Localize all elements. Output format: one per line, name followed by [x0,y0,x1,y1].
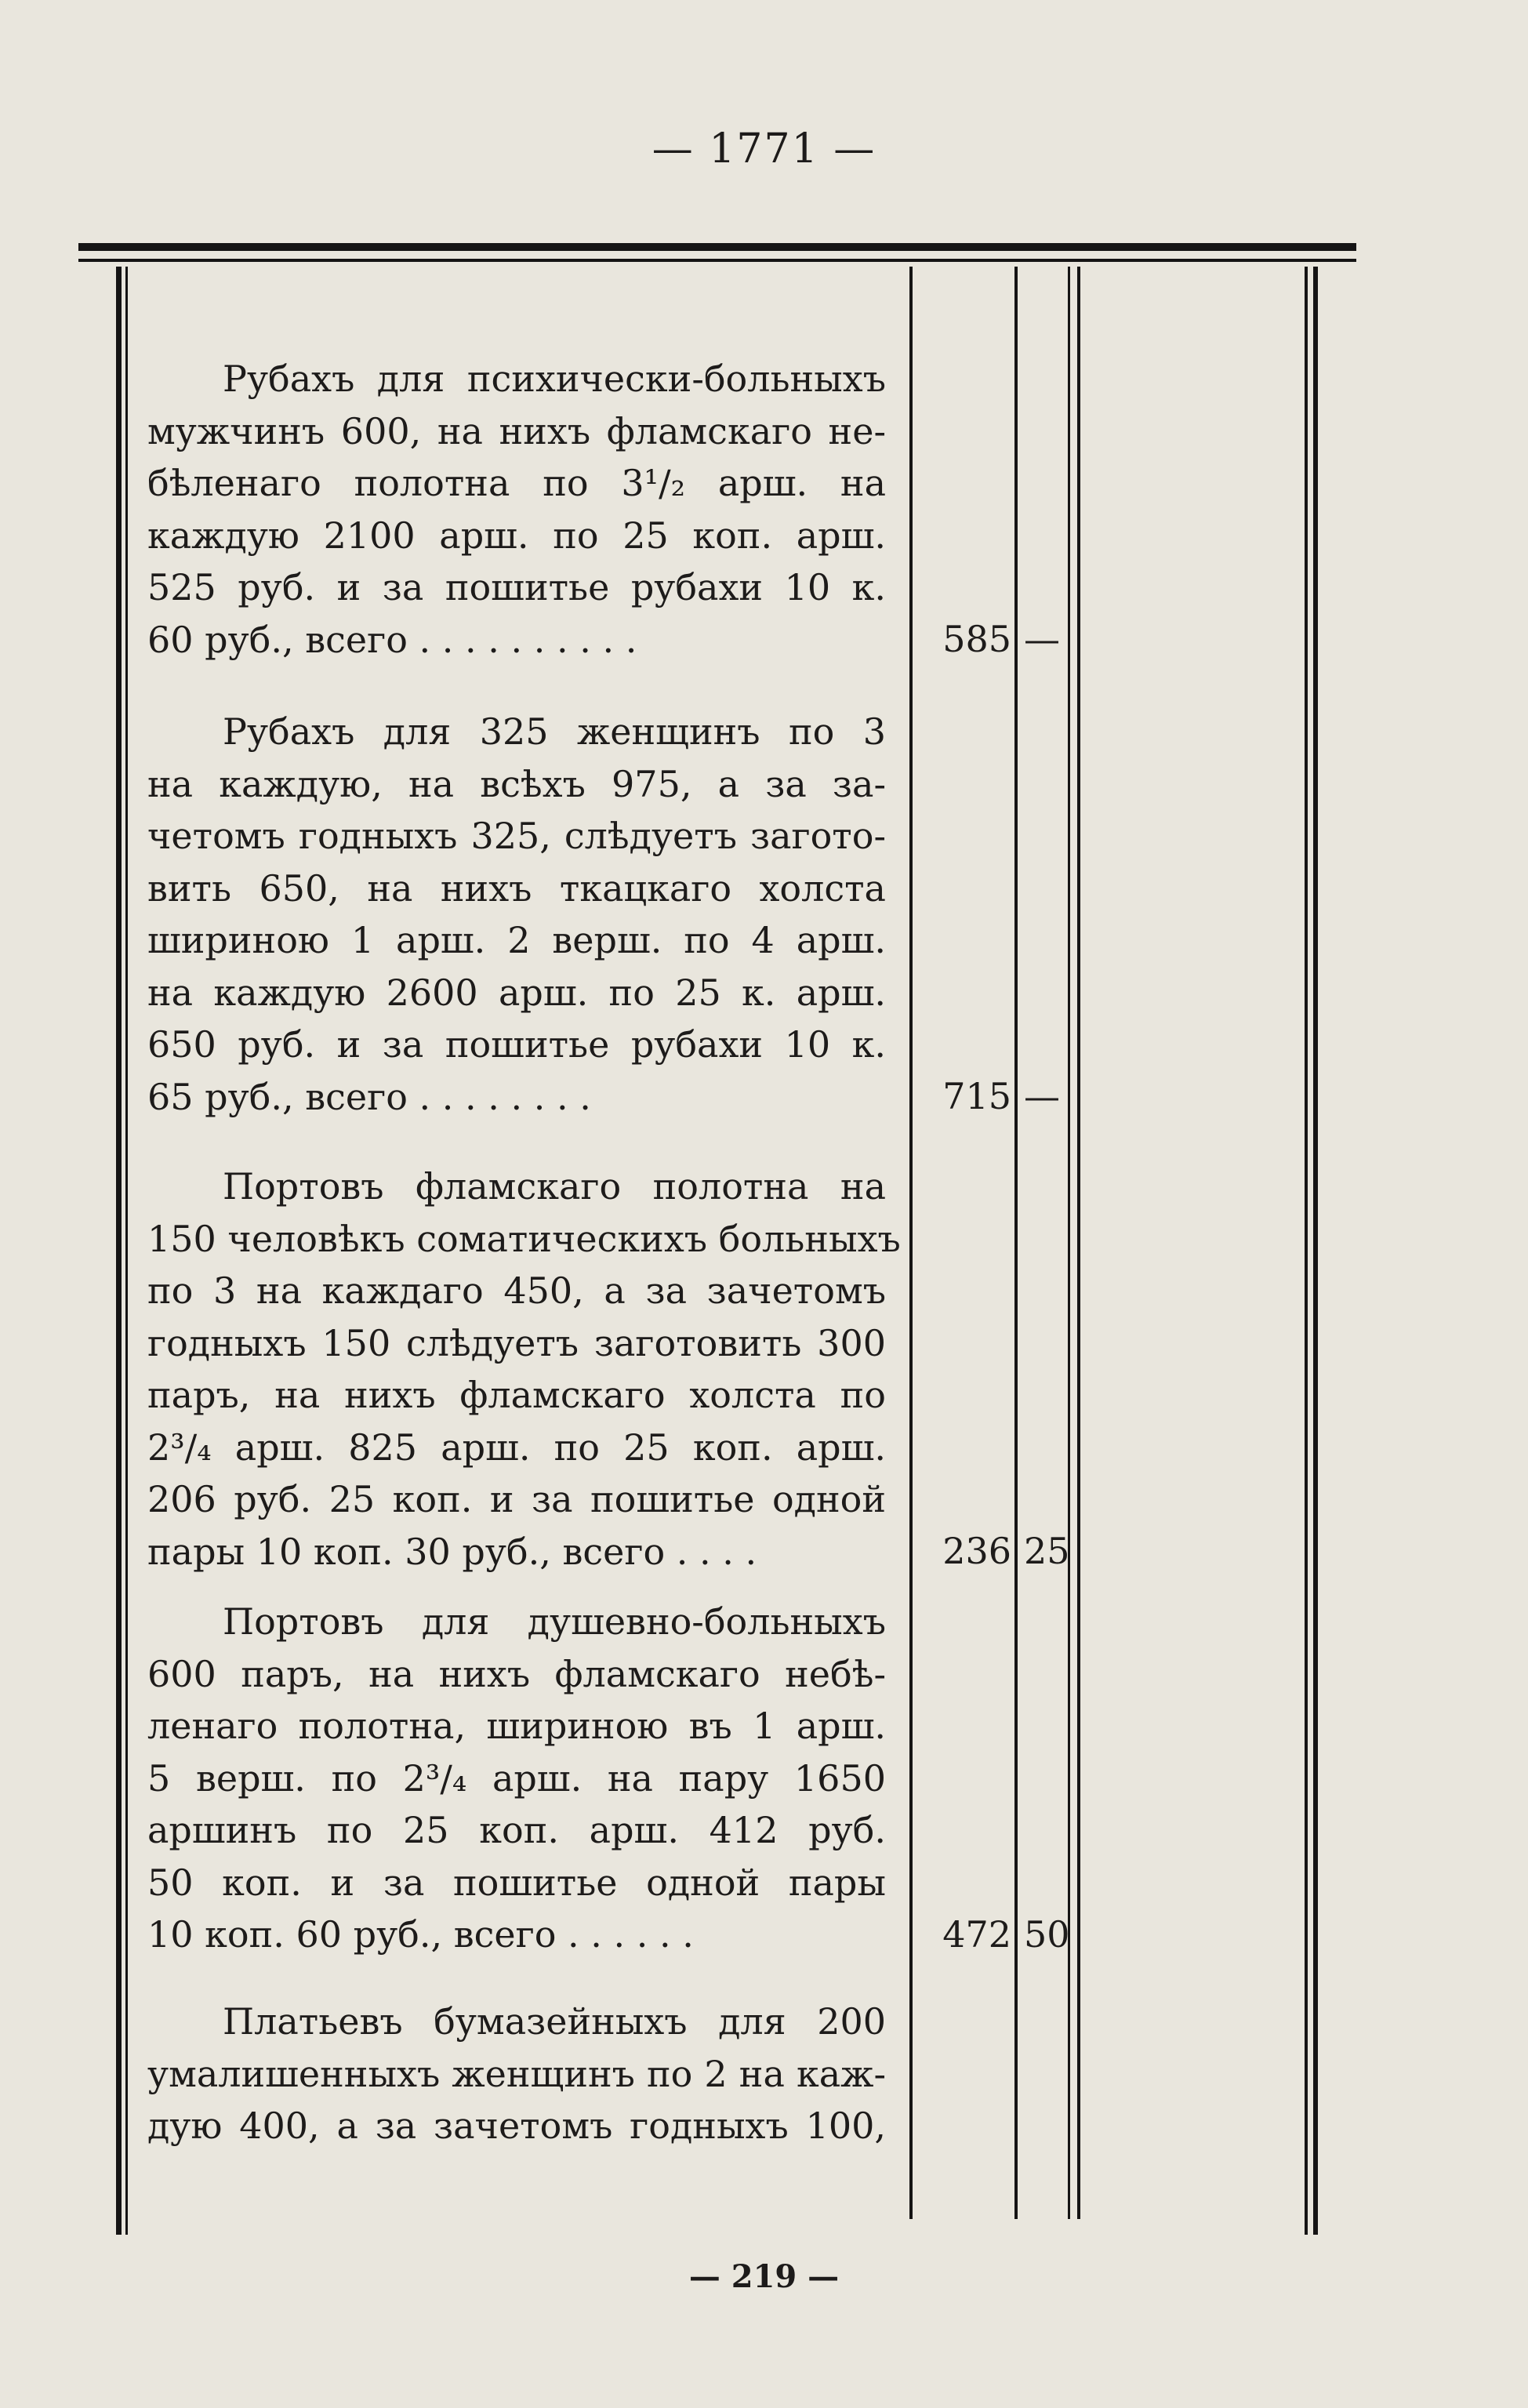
entry-line: на каждую, на всѣхъ 975, а за за- [147,762,886,805]
column-divider-rubles-kopecks [1014,267,1018,2219]
right-border [1313,267,1318,2235]
page-number-header: — 1771 — [651,125,877,173]
entry-women-dresses [147,1996,886,2152]
top-rule [78,243,1356,251]
entry-line: 150 человѣкъ соматическихъ больныхъ [147,1217,901,1260]
entry-line: Рубахъ для психически-больныхъ [223,358,886,400]
entry-line: дую 400, а за зачетомъ годныхъ 100, [147,2105,886,2147]
top-rule-thin [78,259,1356,262]
entry-line: 2³/₄ арш. 825 арш. по 25 коп. арш. [147,1426,886,1469]
amount-kopecks: — [1024,618,1060,660]
left-border-inner [125,267,128,2235]
amount-rubles: 585 [942,618,1011,660]
amount-kopecks: 50 [1024,1913,1070,1956]
amount-kopecks: 25 [1024,1530,1070,1572]
amount-rubles: 472 [942,1913,1011,1956]
column-divider-text-rubles [909,267,913,2219]
page-number-footer: — 219 — [688,2258,840,2295]
entry-line: 5 верш. по 2³/₄ арш. на пару 1650 [147,1756,886,1800]
entry-line: мужчинъ 600, на нихъ фламскаго не- [147,409,886,452]
entry-line: шириною 1 арш. 2 верш. по 4 арш. [147,919,886,961]
entry-line: 650 руб. и за пошитье рубахи 10 к. [147,1023,886,1066]
column-divider-kopecks-inner [1077,267,1080,2219]
entry-men-shirts [147,353,886,666]
entry-line: паръ, на нихъ фламскаго холста по [147,1374,886,1416]
entry-line: 525 руб. и за пошитье рубахи 10 к. [147,566,886,608]
entry-line: аршинъ по 25 коп. арш. 412 руб. [147,1809,886,1851]
entry-women-shirts [147,706,886,1123]
left-border [116,267,122,2235]
entry-mental-trousers [147,1596,886,1961]
entry-line: 60 руб., всего . . . . . . . . . . [147,618,637,661]
entry-line: по 3 на каждаго 450, а за зачетомъ [147,1269,886,1312]
right-border-inner [1305,267,1308,2235]
entry-line: Рубахъ для 325 женщинъ по 3 [223,710,886,753]
entry-line: умалишенныхъ женщинъ по 2 на каж- [147,2052,886,2095]
entry-line: ленаго полотна, шириною въ 1 арш. [147,1705,886,1747]
entry-line: 65 руб., всего . . . . . . . . [147,1075,591,1118]
entry-line: вить 650, на нихъ ткацкаго холста [147,866,886,910]
entry-somatic-trousers [147,1160,901,1578]
entry-line: Портовъ фламскаго полотна на [223,1165,886,1208]
entry-line: годныхъ 150 слѣдуетъ заготовить 300 [147,1321,886,1364]
entry-line: бѣленаго полотна по 3¹/₂ арш. на [147,462,886,504]
entry-line: 206 руб. 25 коп. и за пошитье одной [147,1478,886,1520]
entry-line: 10 коп. 60 руб., всего . . . . . . [147,1913,694,1956]
entry-line: пары 10 коп. 30 руб., всего . . . . [147,1530,757,1573]
amount-rubles: 236 [942,1530,1011,1572]
entry-line: Платьевъ бумазейныхъ для 200 [223,2000,886,2043]
entry-line: каждую 2100 арш. по 25 коп. арш. [147,514,886,557]
entry-line: 600 паръ, на нихъ фламскаго небѣ- [147,1652,886,1695]
entry-line: 50 коп. и за пошитье одной пары [147,1861,886,1904]
entry-line: четомъ годныхъ 325, слѣдуетъ загото- [147,815,886,857]
amount-kopecks: — [1024,1075,1060,1117]
amount-rubles: 715 [942,1075,1011,1117]
entry-line: Портовъ для душевно-больныхъ [223,1600,886,1643]
entry-line: на каждую 2600 арш. по 25 к. арш. [147,971,886,1014]
